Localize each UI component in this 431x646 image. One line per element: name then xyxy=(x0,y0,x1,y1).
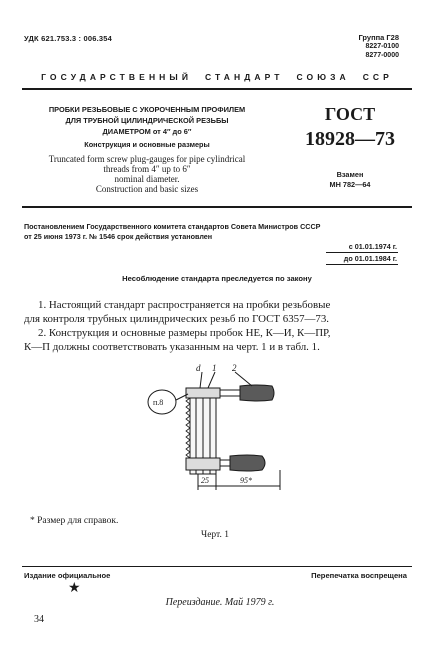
state-standard-banner: ГОСУДАРСТВЕННЫЙ СТАНДАРТ СОЮЗА ССР xyxy=(41,72,393,82)
replaces-label: Взамен xyxy=(336,170,364,179)
title-ru-line-2: ДЛЯ ТРУБНОЙ ЦИЛИНДРИЧЕСКОЙ РЕЗЬБЫ xyxy=(65,116,229,125)
classifier-code-1: 8227-0100 xyxy=(365,43,399,50)
validity-from-underline xyxy=(326,252,398,253)
paragraph-1-line-1: 1. Настоящий стандарт распространяется на пробки резьбовые xyxy=(38,299,331,311)
title-en xyxy=(22,154,272,194)
gost-number: 18928—73 xyxy=(305,128,395,150)
title-en-line-3: nominal diameter. xyxy=(114,174,180,184)
label-d: d xyxy=(196,363,201,373)
title-en-line-2: threads from 4″ up to 6″ xyxy=(103,164,191,174)
replaces-value: МН 782—64 xyxy=(329,180,371,189)
decree-line-1: Постановлением Государственного комитета стандартов Совета Министров СССР xyxy=(24,222,321,231)
paragraph-2-line-2: К—П должны соответствовать указанным на черт. 1 и в табл. 1. xyxy=(24,341,320,353)
classifier-code-2: 8277-0000 xyxy=(365,52,399,59)
decree-line-2: от 25 июня 1973 г. № 1546 срок действия установлен xyxy=(24,232,213,241)
paragraph-1 xyxy=(24,298,414,326)
title-en-line-1: Truncated form screw plug-gauges for pipe cylindrical xyxy=(48,154,246,164)
plug-gauge-drawing xyxy=(140,362,290,502)
paragraph-2-line-1: 2. Конструкция и основные размеры пробок НЕ, К—И, К—ПР, xyxy=(38,327,331,339)
top-collar xyxy=(186,388,220,398)
lower-handle xyxy=(230,455,265,471)
title-ru xyxy=(22,104,272,137)
decree-text xyxy=(24,222,320,242)
label-1: 1 xyxy=(212,363,217,373)
official-edition: Издание официальное xyxy=(24,571,111,580)
paragraph-2 xyxy=(24,326,414,354)
law-notice: Несоблюдение стандарта преследуется по закону xyxy=(122,274,312,283)
subtitle-ru: Конструкция и основные размеры xyxy=(84,140,210,149)
validity-to-underline xyxy=(326,264,398,265)
upper-handle xyxy=(240,385,274,401)
bottom-collar xyxy=(186,458,220,470)
title-en-line-4: Construction and basic sizes xyxy=(95,184,199,194)
label-2: 2 xyxy=(232,363,237,373)
star-icon: ★ xyxy=(68,581,81,596)
title-rule xyxy=(22,206,412,208)
reissue-note: Переиздание. Май 1979 г. xyxy=(165,597,275,608)
group-label: Группа Г28 xyxy=(358,33,399,42)
label-p8: п.8 xyxy=(153,398,164,407)
udk-code: УДК 621.753.3 : 006.354 xyxy=(24,34,113,43)
validity-from: с 01.01.1974 г. xyxy=(348,242,397,251)
dim-25: 25 xyxy=(201,476,209,485)
figure-caption: Черт. 1 xyxy=(201,530,229,540)
page-number: 34 xyxy=(34,614,44,625)
dim-95: 95* xyxy=(240,476,252,485)
paragraph-1-line-2: для контроля трубных цилиндрических резьб по ГОСТ 6357—73. xyxy=(24,313,330,325)
reprint-prohibited: Перепечатка воспрещена xyxy=(311,571,407,580)
footer-rule xyxy=(22,566,412,567)
title-ru-line-3: ДИАМЕТРОМ от 4″ до 6″ xyxy=(102,127,192,136)
gost-label: ГОСТ xyxy=(324,104,376,124)
validity-to: до 01.01.1984 г. xyxy=(343,254,397,263)
footnote: * Размер для справок. xyxy=(30,516,119,526)
banner-rule xyxy=(22,88,412,90)
title-ru-line-1: ПРОБКИ РЕЗЬБОВЫЕ С УКОРОЧЕННЫМ ПРОФИЛЕМ xyxy=(48,105,246,114)
